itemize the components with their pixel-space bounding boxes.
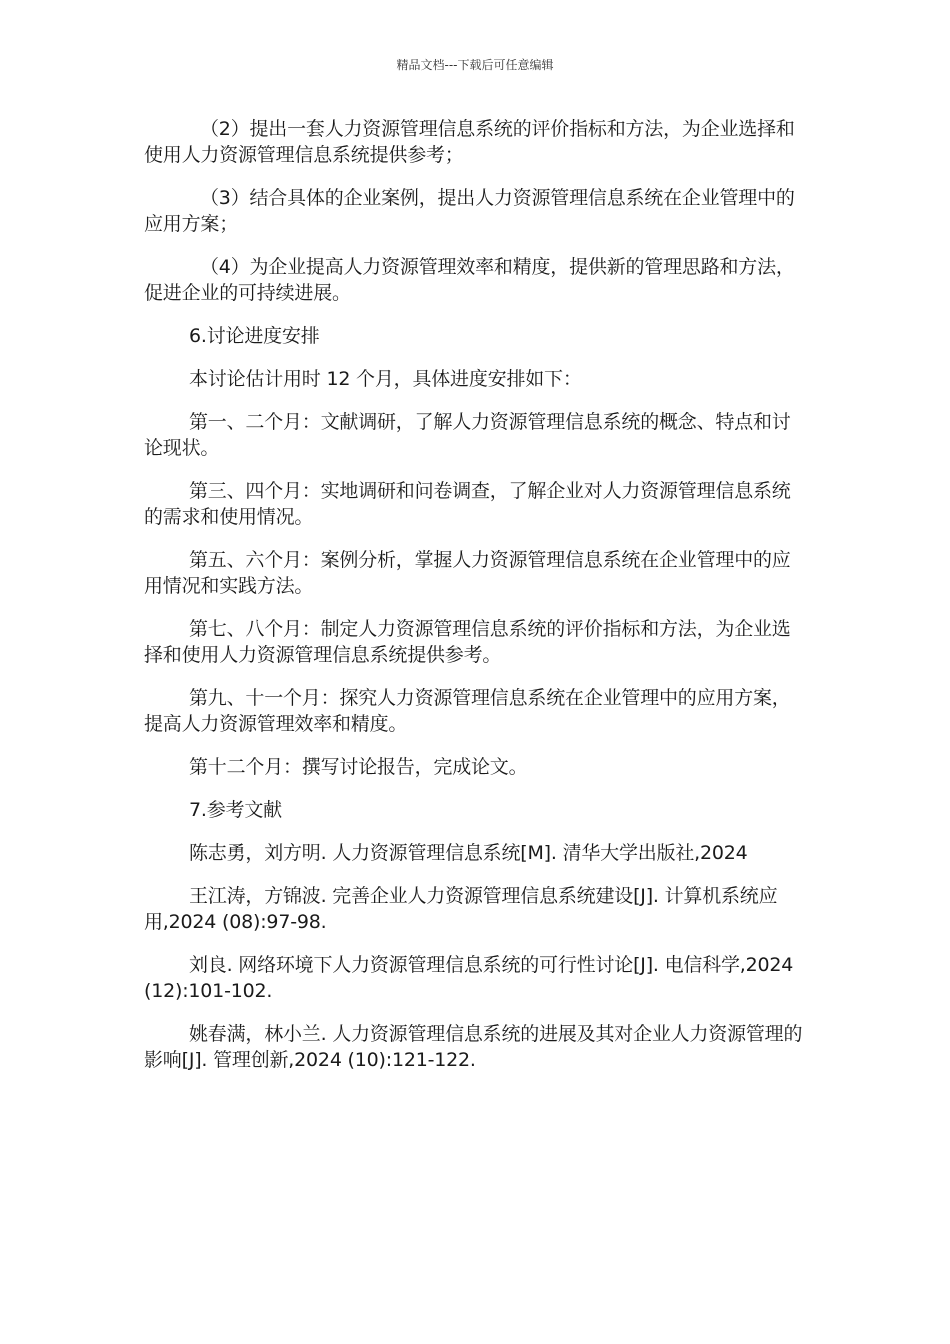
schedule-intro: 本讨论估计用时 12 个月，具体进度安排如下：: [189, 368, 582, 390]
reference-item: 陈志勇，刘方明. 人力资源管理信息系统[M]. 清华大学出版社,2024: [189, 842, 748, 864]
objective-item-3: （3）结合具体的企业案例，提出人力资源管理信息系统在企业管理中的应用方案；: [144, 187, 795, 235]
schedule-item: 第九、十一个月：探究人力资源管理信息系统在企业管理中的应用方案，提高人力资源管理效率和精度。: [144, 687, 791, 735]
objective-item-4: （4）为企业提高人力资源管理效率和精度，提供新的管理思路和方法，促进企业的可持续进展。: [144, 256, 795, 304]
objective-item-2: （2）提出一套人力资源管理信息系统的评价指标和方法，为企业选择和使用人力资源管理信息系统提供参考；: [144, 118, 795, 166]
schedule-item: 第三、四个月：实地调研和问卷调查，了解企业对人力资源管理信息系统的需求和使用情况。: [144, 480, 791, 528]
section-heading-references: 7.参考文献: [189, 799, 282, 821]
section-heading-schedule: 6.讨论进度安排: [189, 325, 320, 347]
schedule-item: 第一、二个月：文献调研，了解人力资源管理信息系统的概念、特点和讨论现状。: [144, 411, 791, 459]
reference-item: 刘良. 网络环境下人力资源管理信息系统的可行性讨论[J]. 电信科学,2024 (12):101-102.: [144, 954, 794, 1002]
schedule-item: 第十二个月：撰写讨论报告，完成论文。: [189, 756, 528, 778]
document-body: [144, 116, 808, 1090]
page-header-watermark: 精品文档---下载后可任意编辑: [396, 58, 554, 72]
schedule-item: 第七、八个月：制定人力资源管理信息系统的评价指标和方法，为企业选择和使用人力资源管理信息系统提供参考。: [144, 618, 791, 666]
reference-item: 姚春满，林小兰. 人力资源管理信息系统的进展及其对企业人力资源管理的影响[J]. 管理创新,2024 (10):121-122.: [144, 1023, 803, 1071]
reference-item: 王江涛，方锦波. 完善企业人力资源管理信息系统建设[J]. 计算机系统应用,2024 (08):97-98.: [144, 885, 778, 933]
schedule-item: 第五、六个月：案例分析，掌握人力资源管理信息系统在企业管理中的应用情况和实践方法。: [144, 549, 791, 597]
